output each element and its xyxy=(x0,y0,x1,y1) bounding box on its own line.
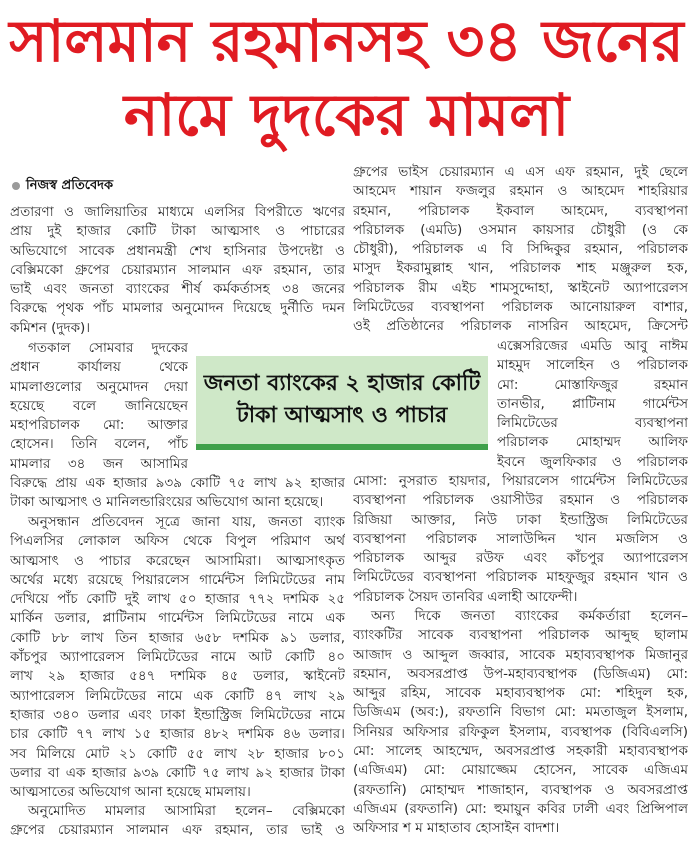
text-line: মাহমুদ সালেহিন ও পরিচালক xyxy=(497,357,688,374)
headline-line-1: সালমান রহমানসহ ৩৪ জনের xyxy=(9,7,684,75)
paragraph xyxy=(10,203,345,338)
text-line: রহমান, অবসরপ্রাপ্ত উপ-মহাব্যবস্থাপক (ডিজিএম) মো: xyxy=(353,665,688,682)
text-line: চার কোটি ৭৭ লাখ ১৫ হাজার ৪৮২ দশমিক ৪৬ ডলার। xyxy=(10,726,345,743)
text-line: ডলার বা এক হাজার ৯৩৯ কোটি ৭৫ লাখ ৯২ হাজার টাকা xyxy=(10,764,345,781)
text-line: আহমেদ শায়ান ফজলুর রহমান ও আহমেদ শাহরিয়ার xyxy=(353,183,688,200)
text-line: বেক্সিমকো গ্রুপের চেয়ারম্যান সালমান এফ রহমান, তার xyxy=(10,261,345,278)
pull-quote-line-2: টাকা আত্মসাৎ ও পাচার xyxy=(236,403,448,428)
text-line: মহাপরিচালক মো: আক্তার xyxy=(10,417,188,434)
text-line: প্রায় দুই হাজার কোটি টাকা আত্মসাৎ ও পাচারের xyxy=(10,223,345,240)
paragraph xyxy=(10,513,345,802)
text-line: রিজিয়া আক্তার, নিউ ঢাকা ইন্ডাস্ট্রিজ লিমিটেডের xyxy=(353,511,688,528)
text-line: অর্থের মধ্যে রয়েছে পিয়ারলেস গার্মেন্টস লিমিটেডের নাম xyxy=(10,571,345,588)
text-line: লিমিটেডের ব্যবস্থাপনা পরিচালক মাহফুজুর রহমান খান ও xyxy=(353,569,688,586)
text-line: টাকা আত্মসাৎ ও মানিলন্ডারিংয়ের অভিযোগ আনা হয়েছে। xyxy=(10,494,324,511)
text-line: মাসুদ ইকরামুল্লাহ খান, পরিচালক শাহ মঞ্জুরুল হক, xyxy=(353,260,688,277)
text-line: পরিচালক রীম এইচ শামসুদ্দোহা, স্কাইনেট অ্যাপারেলস xyxy=(353,279,688,296)
text-line: লিমিটেডের ব্যবস্থাপনা xyxy=(497,415,688,432)
text-line: ইবনে জুলফিকার ও পরিচালক xyxy=(497,453,688,470)
text-line: ব্যবস্থাপনা পরিচালক সালাউদ্দিন খান মজলিস ও xyxy=(353,530,688,547)
pull-quote-box xyxy=(196,356,488,450)
text-line: ওই প্রতিষ্ঠানের পরিচালক নাসরিন আহমেদ, ক্রিসেন্ট xyxy=(353,318,688,335)
paragraph xyxy=(497,337,688,472)
text-line: অ্যাপারেলস লিমিটেডের নামে এক কোটি ৪৭ লাখ ২৯ xyxy=(10,687,345,704)
text-line: মো: মোস্তাফিজুর রহমান xyxy=(497,376,688,393)
text-line: (এজিএম) মো: মোয়াজ্জেম হোসেন, সাবেক এজিএম xyxy=(353,762,688,779)
text-line: অভিযোগে সাবেক প্রধানমন্ত্রী শেখ হাসিনার উপদেষ্টা ও xyxy=(10,242,345,259)
text-line: এজিএম (রফতানি) মো: হুমায়ুন কবির ঢালী এবং প্রিন্সিপাল xyxy=(353,800,688,817)
text-line: বিরুদ্ধে পৃথক পাঁচ মামলার অনুমোদন দিয়েছে দুর্নীতি দমন xyxy=(10,300,345,317)
text-line: লিমিটেডের ব্যবস্থাপনা পরিচালক আনোয়ারুল বাশার, xyxy=(353,299,688,316)
paragraph xyxy=(10,802,345,841)
text-line: পরিচালক সৈয়দ তানবির এলাহী আফেন্দী। xyxy=(353,588,578,605)
text-line: আত্মসাতের অভিযোগ আনা হয়েছে মামলায়। xyxy=(10,784,251,801)
text-line: প্রধান কার্যালয় থেকে xyxy=(10,359,188,376)
text-line: আব্দুর রহিম, সাবেক মহাব্যবস্থাপক মো: শহিদুল হক, xyxy=(353,685,688,702)
text-line: অনুমোদিত মামলার আসামিরা হলেন– বেক্সিমকো xyxy=(28,803,345,819)
text-line: অনুসন্ধান প্রতিবেদন সূত্রে জানা যায়, জনতা ব্যাংক xyxy=(28,514,345,530)
text-line: লাখ ২৯ হাজার ৫৪৭ দশমিক ৪৫ ডলার, স্কাইনেট xyxy=(10,668,345,685)
bullet-icon xyxy=(12,182,20,190)
text-line: গ্রুপের ভাইস চেয়ারম্যান এ এস এফ রহমান, দুই ছেলে xyxy=(353,164,688,180)
text-line: বিরুদ্ধে প্রায় এক হাজার ৯৩৯ কোটি ৭৫ লাখ ৯২ হাজার xyxy=(10,475,345,491)
text-line: ব্যবস্থাপনা পরিচালক ওয়াসীউর রহমান ও পরিচালক xyxy=(353,492,688,509)
text-line: অন্য দিকে জনতা ব্যাংকের কর্মকর্তারা হলেন– xyxy=(371,608,688,624)
text-line: আজাদ ও আব্দুল জব্বার, সাবেক মহাব্যবস্থাপক মিজানুর xyxy=(353,646,688,663)
text-line: তানভীর, প্লাটিনাম গার্মেন্টস xyxy=(497,395,688,412)
paragraph xyxy=(353,472,688,607)
text-line: হয়েছে বলে জানিয়েছেন xyxy=(10,397,188,414)
text-line: সিনিয়র অফিসার রফিকুল ইসলাম, ব্যবস্থাপক (বিবিএলসি) xyxy=(353,723,688,740)
text-line: মামলাগুলোর অনুমোদন দেয়া xyxy=(10,378,188,395)
text-line: কমিশন (দুদক)। xyxy=(10,319,91,336)
text-line: হাজার ৩৪০ ডলার এবং ঢাকা ইন্ডাস্ট্রিজ লিমিটেডের নামে xyxy=(10,706,345,723)
text-line: পরিচালক (এমডি) ওসমান কায়সার চৌধুরী (ও কে xyxy=(353,221,688,238)
text-line: মার্কিন ডলার, প্লাটিনাম গার্মেন্টস লিমিটেডের নামে এক xyxy=(10,610,345,627)
paragraph xyxy=(353,607,688,839)
text-line: পরিচালক আব্দুর রউফ এবং কাঁচপুর অ্যাপারেলস xyxy=(353,550,688,567)
text-line: সব মিলিয়ে মোট ২১ কোটি ৫৫ লাখ ২৮ হাজার ৮০১ xyxy=(10,745,345,762)
paragraph xyxy=(353,163,688,337)
text-line: অফিসার শ ম মাহাতাব হোসাইন বাদশা। xyxy=(353,820,560,837)
text-line: আত্মসাৎ ও পাচার করেছেন আসামিরা। আত্মসাৎকৃত xyxy=(10,552,345,569)
text-line: প্রতারণা ও জালিয়াতির মাধ্যমে এলসির বিপরীতে ঋণের xyxy=(10,204,345,220)
text-line: ভাই এবং জনতা ব্যাংকের শীর্ষ কর্মকর্তাসহ ৩৪ জনের xyxy=(10,281,345,298)
byline-text: নিজস্ব প্রতিবেদক xyxy=(26,178,114,193)
text-line: চৌধুরী), পরিচালক এ বি সিদ্দিকুর রহমান, পরিচালক xyxy=(353,241,688,258)
text-line: মো: সালেহ আহম্মেদ, অবসরপ্রাপ্ত সহকারী মহাব্যবস্থাপক xyxy=(353,743,688,760)
text-line: রহমান, পরিচালক ইকবাল আহমেদ, ব্যবস্থাপনা xyxy=(353,202,688,219)
text-line: পিএলসির লোকাল অফিস থেকে বিপুল পরিমাণ অর্থ xyxy=(10,533,345,550)
text-line: ব্যাংকটির সাবেক ব্যবস্থাপনা পরিচালক আব্দুছ ছালাম xyxy=(353,627,688,644)
text-line: মোসা: নুসরাত হায়দার, পিয়ারলেস গার্মেন্টস লিমিটেডের xyxy=(353,473,688,489)
pull-quote-line-1: জনতা ব্যাংকের ২ হাজার কোটি xyxy=(203,371,481,396)
text-line: ডিজিএম (অব:), রফতানি বিভাগ মো: মমতাজুল ইসলাম, xyxy=(353,704,688,721)
text-line: (রফতানি) মোহাম্মদ শাজাহান, ব্যবস্থাপক ও অবসরপ্রাপ্ত xyxy=(353,781,688,798)
text-line: হোসেন। তিনি বলেন, পাঁচ xyxy=(10,436,188,453)
byline xyxy=(12,176,113,197)
text-line: মামলার ৩৪ জন আসামির xyxy=(10,455,188,472)
text-line: পরিচালক মোহাম্মদ আলিফ xyxy=(497,434,688,451)
text-line: কোটি ৮৮ লাখ তিন হাজার ৬৫৮ দশমিক ৯১ ডলার, xyxy=(10,629,345,646)
text-line: গতকাল সোমবার দুদকের xyxy=(28,340,188,356)
text-line: দেখিয়ে পাঁচ কোটি দুই লাখ ৫০ হাজার ৭৭২ দশমিক ২৫ xyxy=(10,591,345,608)
paragraph xyxy=(10,474,345,513)
text-line: এক্সেসরিজের এমডি আবু নাঈম xyxy=(497,338,688,354)
text-line: গ্রুপের চেয়ারম্যান সালমান এফ রহমান, তার ভাই ও xyxy=(10,822,345,839)
paragraph xyxy=(10,339,188,474)
text-line: কাঁচপুর অ্যাপারেলস লিমিটেডের নামে আট কোটি ৪০ xyxy=(10,649,345,666)
headline-line-2: নামে দুদকের মামলা xyxy=(123,81,570,149)
